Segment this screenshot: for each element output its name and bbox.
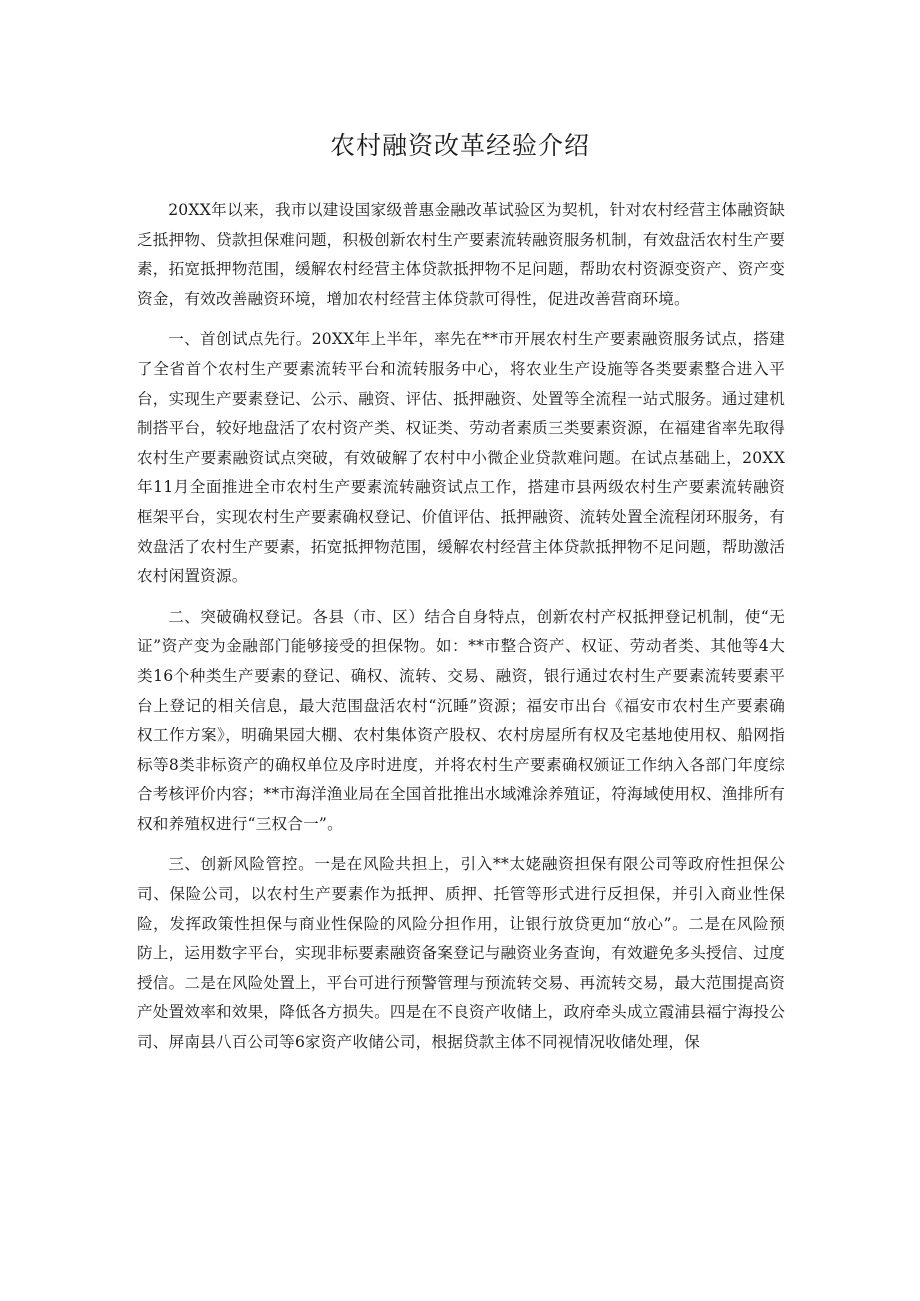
document-title: 农村融资改革经验介绍 (329, 131, 590, 160)
paragraph-section-1: 一、首创试点先行。20XX年上半年，率先在**市开展农村生产要素融资服务试点，搭建了全省首个农村生产要素流转平台和流转服务中心，将农业生产设施等各类要素整合进入平台，实现生产要素登记、公示、融资、评估、抵押融资、处置等全流程一站式服务。通过建机制搭平台，较好地盘活了农村资产类、权证类、劳动者素质三类要素资源，在福建省率先取得农村生产要素融资试点突破，有效破解了农村中小微企业贷款难问题。在试点基础上，20XX年11月全面推进全市农村生产要素流转融资试点工作，搭建市县两级农村生产要素流转融资框架平台，实现农村生产要素确权登记、价值评估、抵押融资、流转处置全流程闭环服务，有效盘活了农村生产要素，拓宽抵押物范围，缓解农村经营主体贷款抵押物不足问题，帮助激活农村闲置资源。 (137, 330, 785, 586)
paragraph-section-3: 三、创新风险管控。一是在风险共担上，引入**太姥融资担保有限公司等政府性担保公司、保险公司，以农村生产要素作为抵押、质押、托管等形式进行反担保，并引入商业性保险，发挥政策性担保与商业性保险的风险分担作用，让银行放贷更加“放心”。二是在风险预防上，运用数字平台，实现非标要素融资备案登记与融资业务查询，有效避免多头授信、过度授信。二是在风险处置上，平台可进行预警管理与预流转交易、再流转交易，最大范围提高资产处置效率和效果，降低各方损失。四是在不良资产收储上，政府牵头成立霞浦县福宁海投公司、屏南县八百公司等6家资产收储公司，根据贷款主体不同视情况收储处理，保 (137, 855, 785, 1052)
paragraph-section-2: 二、突破确权登记。各县（市、区）结合自身特点，创新农村产权抵押登记机制，使“无证”资产变为金融部门能够接受的担保物。如：**市整合资产、权证、劳动者类、其他等4大类16个种类生产要素的登记、确权、流转、交易、融资，银行通过农村生产要素流转要素平台上登记的相关信息，最大范围盘活农村“沉睡”资源；福安市出台《福安市农村生产要素确权工作方案》，明确果园大棚、农村集体资产股权、农村房屋所有权及宅基地使用权、船网指标等8类非标资产的确权单位及序时进度，并将农村生产要素确权颁证工作纳入各部门年度综合考核评价内容；**市海洋渔业局在全国首批推出水域滩涂养殖证，符海域使用权、渔排所有权和养殖权进行“三权合一”。 (137, 607, 785, 833)
paragraph-intro: 20XX年以来，我市以建设国家级普惠金融改革试验区为契机，针对农村经营主体融资缺乏抵押物、贷款担保难问题，积极创新农村生产要素流转融资服务机制，有效盘活农村生产要素，拓宽抵押物范围，缓解农村经营主体贷款抵押物不足问题，帮助农村资源变资产、资产变资金，有效改善融资环境，增加农村经营主体贷款可得性，促进改善营商环境。 (137, 201, 785, 308)
document-body (137, 196, 785, 1069)
